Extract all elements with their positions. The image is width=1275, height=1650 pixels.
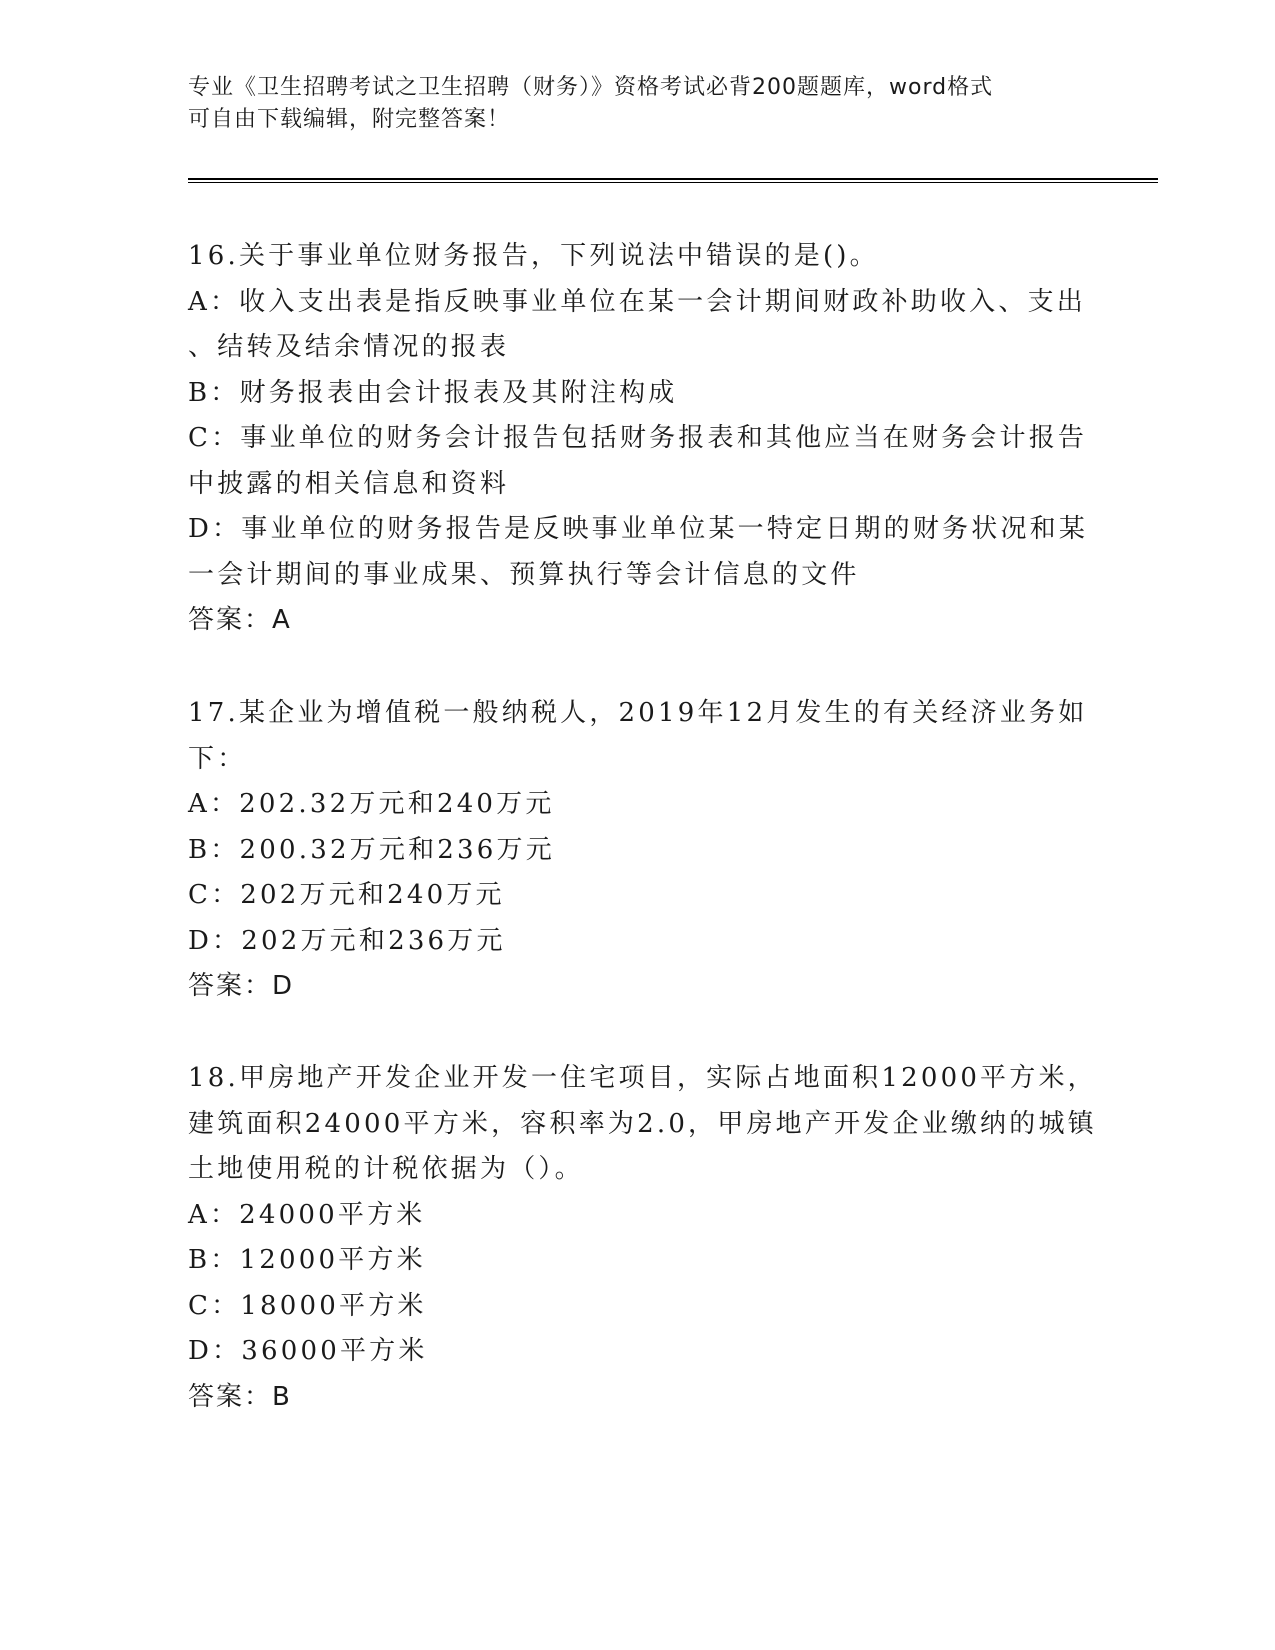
question-18-option-a: A：24000平方米 [188,1199,426,1230]
question-18-stem-cont-2: 土地使用税的计税依据为（）。 [188,1154,584,1184]
question-16-stem: 16.关于事业单位财务报告，下列说法中错误的是()。 [188,241,879,271]
question-16-option-c: C：事业单位的财务会计报告包括财务报表和其他应当在财务会计报告 [188,423,1088,453]
question-16 [188,234,1088,644]
question-18-stem: 18.甲房地产开发企业开发一住宅项目，实际占地面积12000平方米， [188,1063,1097,1093]
question-16-option-a-cont: 、结转及结余情况的报表 [188,332,510,362]
question-17-stem: 17.某企业为增值税一般纳税人，2019年12月发生的有关经济业务如 [188,698,1088,728]
question-17 [188,691,1088,1010]
question-18-stem-cont-1: 建筑面积24000平方米，容积率为2.0，甲房地产开发企业缴纳的城镇 [188,1108,1097,1139]
question-18-option-c: C：18000平方米 [188,1290,427,1321]
question-17-option-c: C：202万元和240万元 [188,880,505,910]
question-18-option-b: B：12000平方米 [188,1245,426,1275]
question-18 [188,1056,1097,1420]
question-18-option-d: D：36000平方米 [188,1336,428,1366]
question-17-answer: 答案：D [188,971,295,1001]
question-17-option-a: A：202.32万元和240万元 [188,789,555,819]
question-16-option-d: D：事业单位的财务报告是反映事业单位某一特定日期的财务状况和某 [188,514,1089,544]
question-18-answer: 答案：B [188,1381,292,1412]
question-16-option-c-cont: 中披露的相关信息和资料 [188,468,510,499]
header-line-2: 可自由下载编辑，附完整答案！ [188,107,511,132]
question-17-option-b: B：200.32万元和236万元 [188,834,555,865]
header-divider [188,178,1158,183]
document-header [188,72,1068,136]
question-16-answer: 答案：A [188,605,292,635]
question-17-option-d: D：202万元和236万元 [188,925,506,956]
question-16-option-a: A：收入支出表是指反映事业单位在某一会计期间财政补助收入、支出 [188,286,1086,317]
question-16-option-b: B：财务报表由会计报表及其附注构成 [188,377,678,408]
header-line-1: 专业《卫生招聘考试之卫生招聘（财务）》资格考试必背200题题库，word格式 [188,75,994,100]
question-16-option-d-cont: 一会计期间的事业成果、预算执行等会计信息的文件 [188,559,860,590]
question-17-stem-cont: 下： [188,743,247,774]
